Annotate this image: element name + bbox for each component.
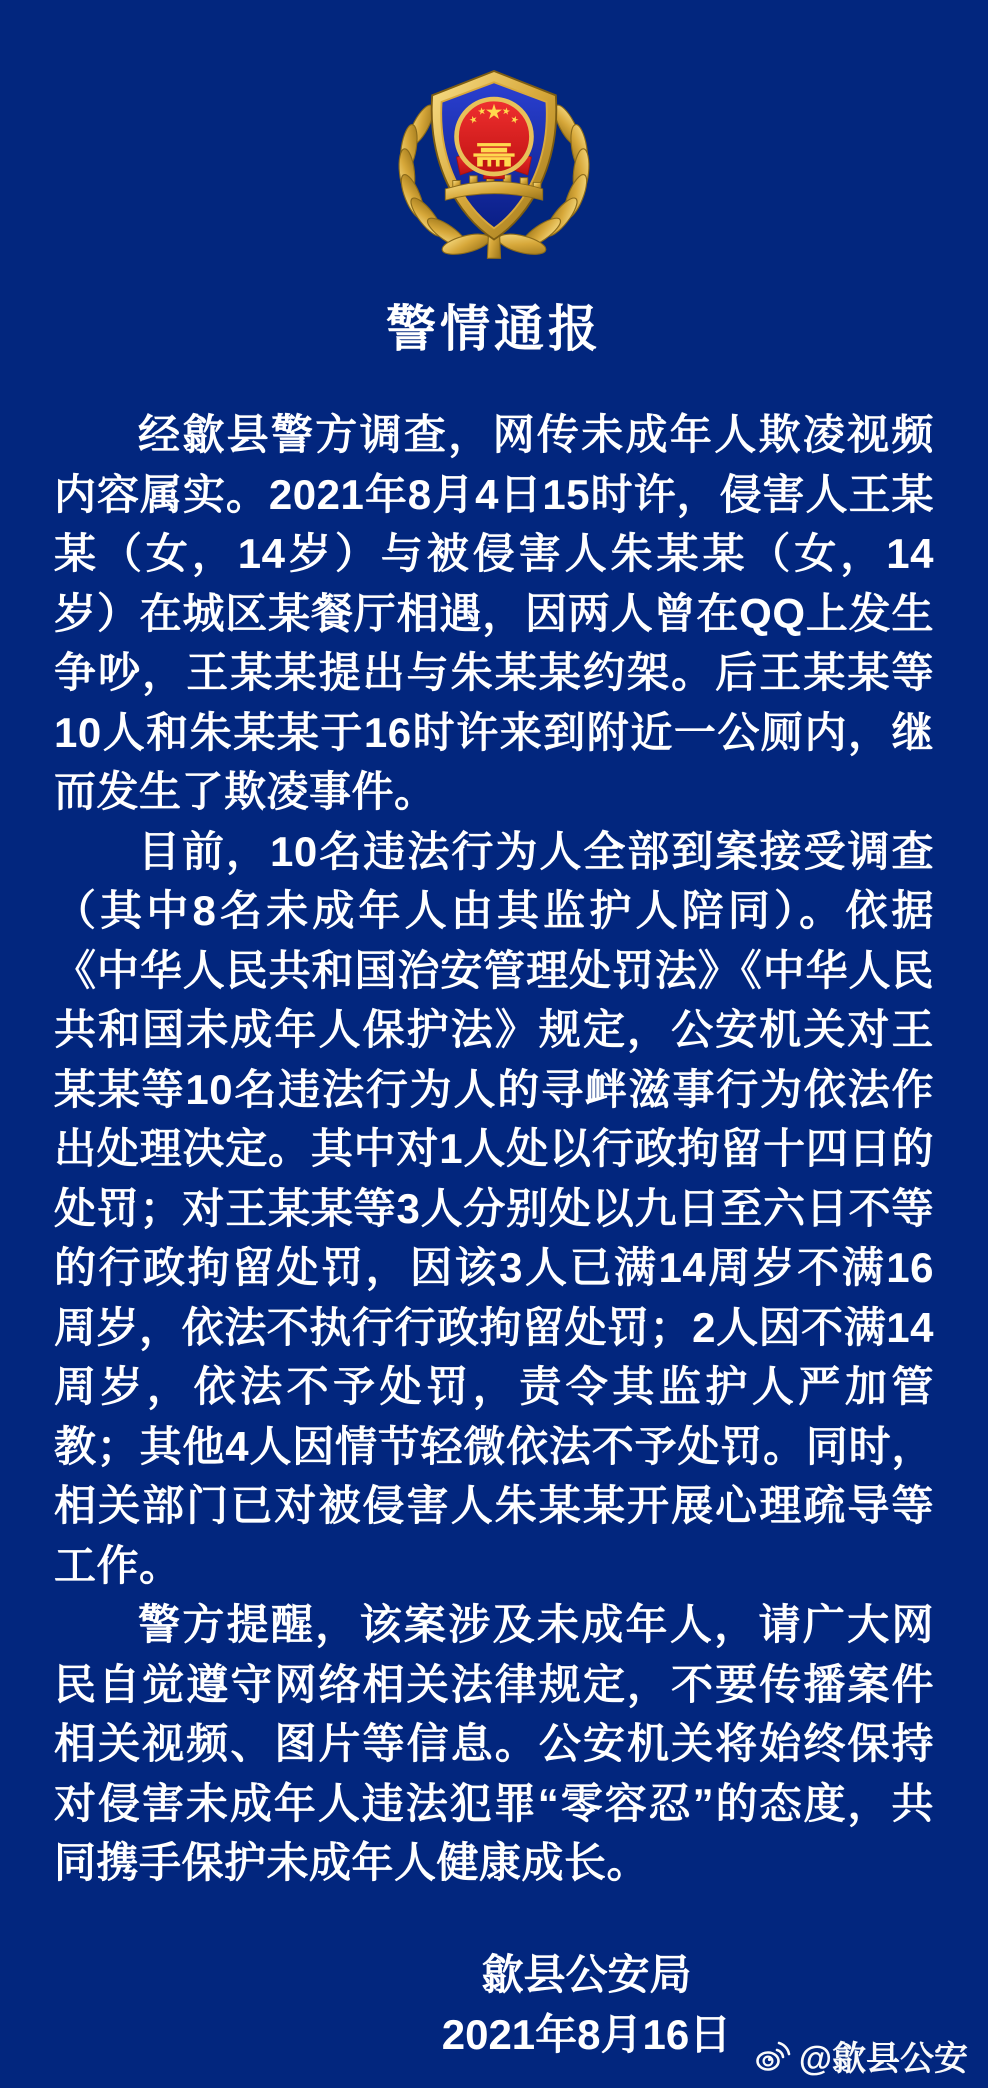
weibo-icon (755, 2040, 791, 2072)
notice-date: 2021年8月16日 (441, 2010, 732, 2058)
weibo-watermark (755, 2031, 968, 2080)
notice-body (54, 405, 934, 1893)
notice-title: 警情通报 (386, 301, 602, 357)
issuer-name: 歙县公安局 (481, 1950, 692, 1998)
notice-paragraph-3: 警方提醒，该案涉及未成年人，请广大网民自觉遵守网络相关法律规定，不要传播案件相关视频、图片等信息。公安机关将始终保持对侵害未成年人违法犯罪“零容忍”的态度，共同携手保护未成年人健康成长。 (54, 1601, 934, 1886)
china-police-badge-icon (391, 56, 597, 262)
notice-paragraph-2: 目前，10名违法行为人全部到案接受调查（其中8名未成年人由其监护人陪同）。依据《中华人民共和国治安管理处罚法》《中华人民共和国未成年人保护法》规定，公安机关对王某某等10名违法行为人的寻衅滋事行为依法作出处理决定。其中对1人处以行政拘留十四日的处罚；对王某某等3人分别处以九日至六日不等的行政拘留处罚，因该3人已满14周岁不满16周岁，依法不执行行政拘留处罚；2人因不满14周岁，依法不予处罚，责令其监护人严加管教；其他4人因情节轻微依法不予处罚。同时，相关部门已对被侵害人朱某某开展心理疏导等工作。 (54, 827, 934, 1589)
weibo-account-label: @歙县公安 (798, 2040, 968, 2078)
police-badge (0, 0, 988, 267)
notice-paragraph-1: 经歙县警方调查，网传未成年人欺凌视频内容属实。2021年8月4日15时许，侵害人王某某（女，14岁）与被侵害人朱某某（女，14岁）在城区某餐厅相遇，因两人曾在QQ上发生争吵，王某某提出与朱某某约架。后王某某等10人和朱某某于16时许来到附近一公厕内，继而发生了欺凌事件。 (54, 411, 934, 815)
